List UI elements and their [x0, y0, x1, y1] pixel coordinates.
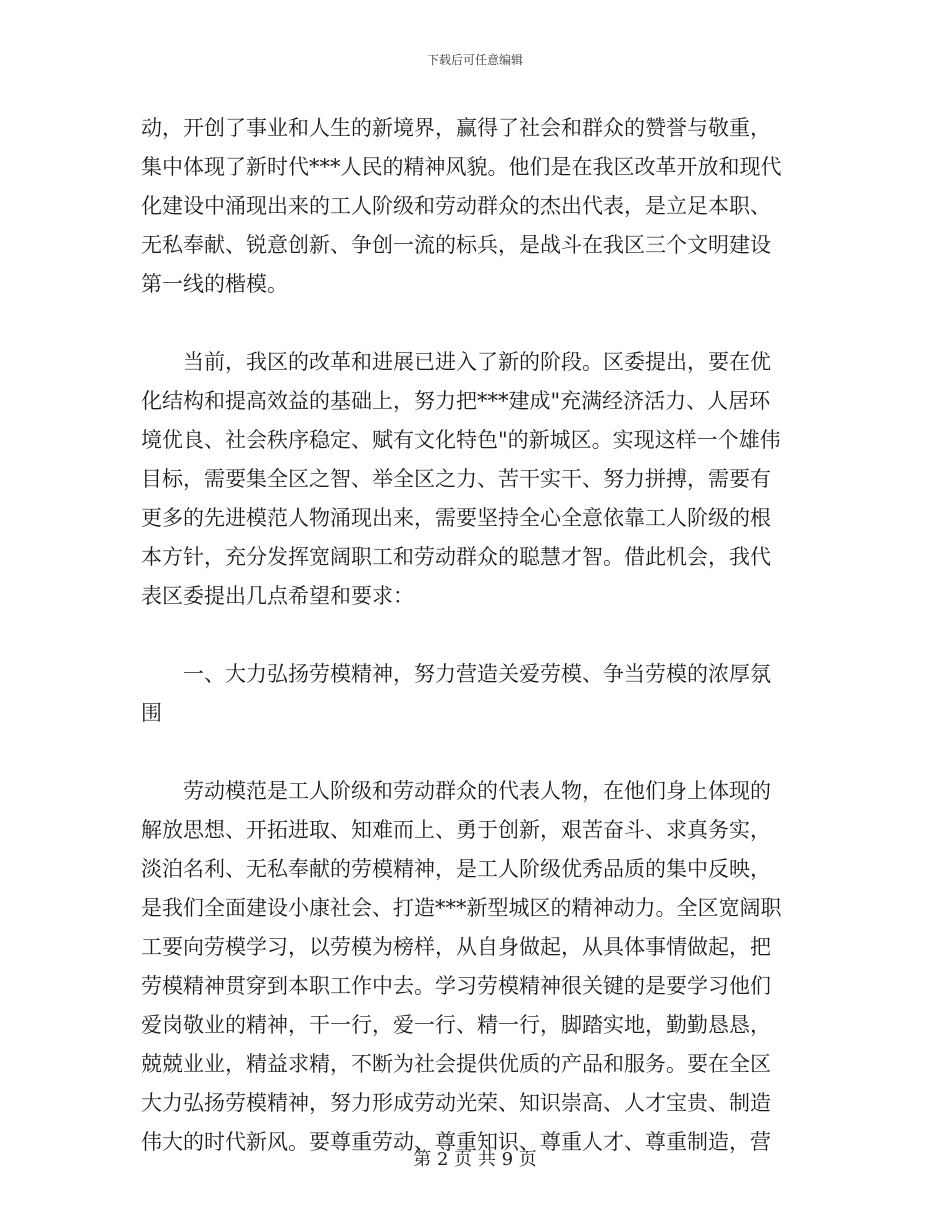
text-line: 集中体现了新时代***人民的精神风貌。他们是在我区改革开放和现代 — [141, 155, 782, 179]
text-line: 境优良、社会秩序稳定、赋有文化特色"的新城区。实现这样一个雄伟 — [141, 428, 781, 452]
text-line: 解放思想、开拓进取、知难而上、勇于创新，艰苦奋斗、求真务实， — [141, 818, 771, 842]
text-line: 更多的先进模范人物涌现出来，需要坚持全心全意依靠工人阶级的根 — [141, 506, 771, 530]
text-line: 是我们全面建设小康社会、打造***新型城区的精神动力。全区宽阔职 — [141, 896, 782, 920]
text-line: 本方针，充分发挥宽阔职工和劳动群众的聪慧才智。借此机会，我代 — [141, 545, 771, 569]
text-line: 动，开创了事业和人生的新境界，赢得了社会和群众的赞誉与敬重， — [141, 116, 771, 140]
text-line: 大力弘扬劳模精神，努力形成劳动光荣、知识崇高、人才宝贵、制造 — [141, 1091, 771, 1115]
text-line: 当前，我区的改革和进展已进入了新的阶段。区委提出，要在优 — [141, 350, 771, 374]
section-heading — [141, 655, 809, 733]
text-line: 兢兢业业，精益求精，不断为社会提供优质的产品和服务。要在全区 — [141, 1052, 771, 1076]
paragraph-3 — [141, 772, 809, 1162]
page-header: 下载后可任意编辑 — [426, 53, 523, 67]
text-line: 表区委提出几点希望和要求： — [141, 584, 414, 608]
text-line: 第一线的楷模。 — [141, 272, 288, 296]
paragraph-2 — [141, 343, 809, 616]
text-line: 围 — [141, 701, 162, 725]
paragraph-1 — [141, 109, 809, 304]
text-line: 目标，需要集全区之智、举全区之力、苦干实干、努力拼搏，需要有 — [141, 467, 771, 491]
text-line: 爱岗敬业的精神，干一行，爱一行、精一行，脚踏实地，勤勤恳恳， — [141, 1013, 771, 1037]
text-line: 无私奉献、锐意创新、争创一流的标兵，是战斗在我区三个文明建设 — [141, 233, 771, 257]
document-body — [141, 109, 809, 1201]
text-line: 劳模精神贯穿到本职工作中去。学习劳模精神很关键的是要学习他们 — [141, 974, 771, 998]
text-line: 一、大力弘扬劳模精神，努力营造关爱劳模、争当劳模的浓厚氛 — [141, 662, 771, 686]
text-line: 化结构和提高效益的基础上，努力把***建成"充满经济活力、人居环 — [141, 389, 771, 413]
text-line: 伟大的时代新风。要尊重劳动、尊重知识、尊重人才、尊重制造，营 — [141, 1130, 771, 1154]
page-footer: 第 2 页 共 9 页 — [413, 1149, 537, 1170]
text-line: 淡泊名利、无私奉献的劳模精神，是工人阶级优秀品质的集中反映， — [141, 857, 771, 881]
text-line: 化建设中涌现出来的工人阶级和劳动群众的杰出代表，是立足本职、 — [141, 194, 771, 218]
text-line: 工要向劳模学习，以劳模为榜样，从自身做起，从具体事情做起，把 — [141, 935, 771, 959]
text-line: 劳动模范是工人阶级和劳动群众的代表人物，在他们身上体现的 — [141, 779, 771, 803]
